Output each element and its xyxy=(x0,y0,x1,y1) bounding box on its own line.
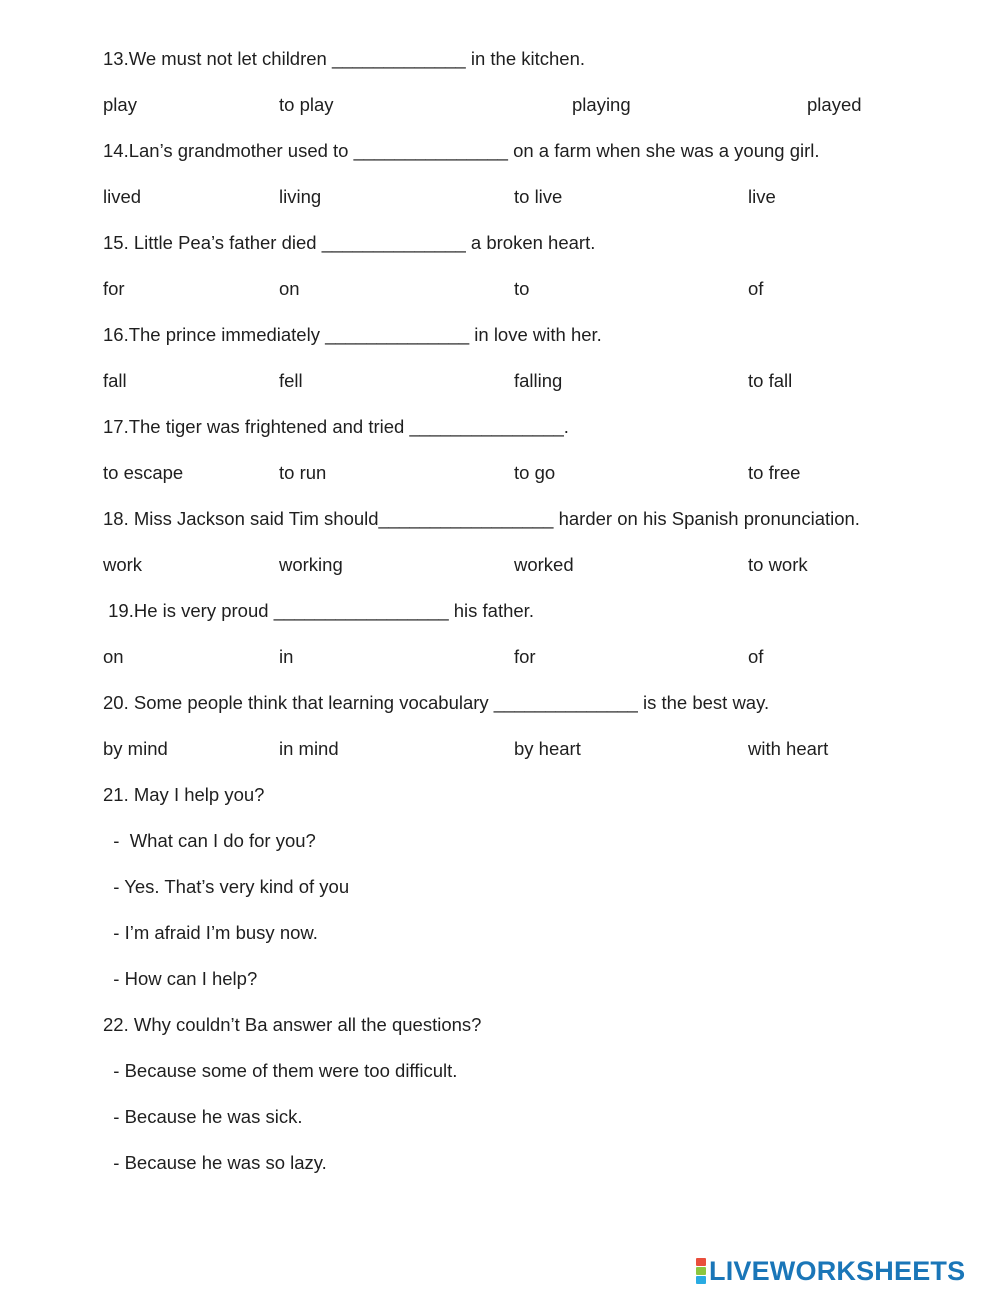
options-19 xyxy=(103,645,983,669)
option[interactable]: to xyxy=(514,278,530,299)
option[interactable]: live xyxy=(748,186,776,207)
logo-mark-icon xyxy=(696,1258,706,1284)
option[interactable]: to free xyxy=(748,462,801,483)
question-21: 21. May I help you? xyxy=(103,784,265,805)
option[interactable]: to live xyxy=(514,186,563,207)
option[interactable]: for xyxy=(514,646,536,667)
question-22: 22. Why couldn’t Ba answer all the questions? xyxy=(103,1014,482,1035)
options-13 xyxy=(103,93,983,117)
option[interactable]: to work xyxy=(748,554,808,575)
option[interactable]: fall xyxy=(103,370,127,391)
question-14: 14.Lan’s grandmother used to _______________ on a farm when she was a young girl. xyxy=(103,140,820,161)
answer-option[interactable]: - How can I help? xyxy=(103,968,258,989)
option[interactable]: work xyxy=(103,554,143,575)
option[interactable]: to play xyxy=(279,94,334,115)
liveworksheets-logo xyxy=(696,1256,965,1286)
question-17: 17.The tiger was frightened and tried _______________. xyxy=(103,416,569,437)
options-15 xyxy=(103,277,983,301)
question-13: 13.We must not let children _____________ in the kitchen. xyxy=(103,48,586,69)
option[interactable]: by heart xyxy=(514,738,581,759)
question-18: 18. Miss Jackson said Tim should_________________ harder on his Spanish pronunciation. xyxy=(103,508,860,529)
question-19: 19.He is very proud _________________ his father. xyxy=(103,600,534,621)
answer-option[interactable]: - Because he was so lazy. xyxy=(103,1152,327,1173)
option[interactable]: falling xyxy=(514,370,563,391)
option[interactable]: in xyxy=(279,646,294,667)
option[interactable]: by mind xyxy=(103,738,168,759)
option[interactable]: worked xyxy=(514,554,574,575)
option[interactable]: on xyxy=(103,646,124,667)
answer-option[interactable]: - Because some of them were too difficult. xyxy=(103,1060,458,1081)
option[interactable]: play xyxy=(103,94,137,115)
answer-option[interactable]: - Because he was sick. xyxy=(103,1106,303,1127)
option[interactable]: to escape xyxy=(103,462,184,483)
option[interactable]: played xyxy=(807,94,862,115)
answer-option[interactable]: - I’m afraid I’m busy now. xyxy=(103,922,318,943)
option[interactable]: fell xyxy=(279,370,303,391)
option[interactable]: with heart xyxy=(748,738,829,759)
option[interactable]: to fall xyxy=(748,370,793,391)
option[interactable]: for xyxy=(103,278,125,299)
option[interactable]: playing xyxy=(572,94,631,115)
options-14 xyxy=(103,185,983,209)
option[interactable]: of xyxy=(748,278,764,299)
option[interactable]: on xyxy=(279,278,300,299)
options-18 xyxy=(103,553,983,577)
option[interactable]: to go xyxy=(514,462,556,483)
logo-text: LIVEWORKSHEETS xyxy=(709,1256,966,1286)
option[interactable]: working xyxy=(279,554,343,575)
option[interactable]: in mind xyxy=(279,738,339,759)
options-20 xyxy=(103,737,983,761)
question-16: 16.The prince immediately ______________ in love with her. xyxy=(103,324,602,345)
option[interactable]: living xyxy=(279,186,322,207)
question-20: 20. Some people think that learning vocabulary ______________ is the best way. xyxy=(103,692,770,713)
options-17 xyxy=(103,461,983,485)
option[interactable]: of xyxy=(748,646,764,667)
option[interactable]: lived xyxy=(103,186,142,207)
options-16 xyxy=(103,369,983,393)
answer-option[interactable]: - Yes. That’s very kind of you xyxy=(103,876,350,897)
option[interactable]: to run xyxy=(279,462,327,483)
question-15: 15. Little Pea’s father died ______________ a broken heart. xyxy=(103,232,596,253)
answer-option[interactable]: - What can I do for you? xyxy=(103,830,316,851)
